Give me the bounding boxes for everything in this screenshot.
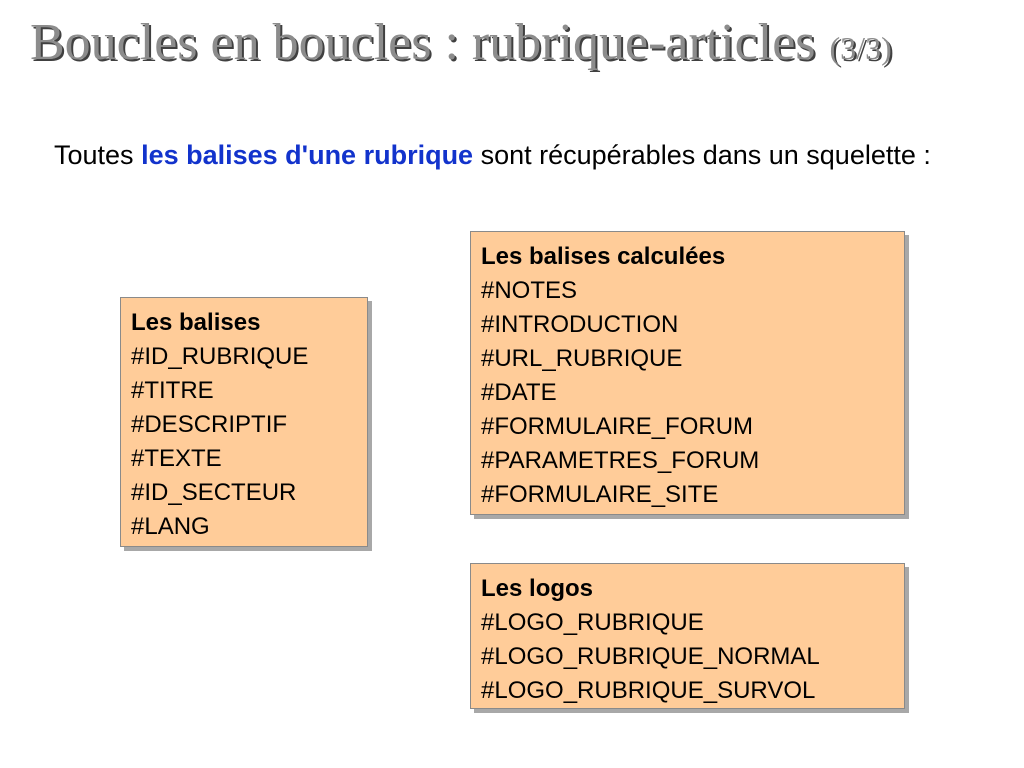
- intro-text-before: Toutes: [54, 140, 142, 170]
- slide-part-indicator: (3/3): [829, 30, 892, 66]
- list-item: #ID_SECTEUR: [131, 479, 297, 506]
- slide-title: [30, 14, 892, 71]
- box-heading: Les logos: [481, 575, 594, 602]
- box-heading: Les balises calculées: [481, 243, 726, 270]
- intro-text-after: sont récupérables dans un squelette :: [473, 140, 931, 170]
- list-item: #TITRE: [131, 377, 214, 404]
- list-item: #NOTES: [481, 277, 578, 304]
- logos-box: [470, 563, 905, 709]
- list-item: #LANG: [131, 513, 210, 540]
- list-item: #LOGO_RUBRIQUE_SURVOL: [481, 677, 816, 704]
- balises-box: [120, 297, 368, 547]
- intro-highlight: les balises d'une rubrique: [141, 140, 474, 170]
- list-item: #TEXTE: [131, 445, 222, 472]
- slide-title-text: Boucles en boucles : rubrique-articles: [30, 14, 816, 71]
- list-item: #LOGO_RUBRIQUE_NORMAL: [481, 643, 820, 670]
- list-item: #LOGO_RUBRIQUE: [481, 609, 704, 636]
- list-item: #FORMULAIRE_SITE: [481, 481, 719, 508]
- box-heading: Les balises: [131, 309, 261, 336]
- intro-paragraph: [54, 138, 964, 173]
- list-item: #ID_RUBRIQUE: [131, 343, 309, 370]
- list-item: #INTRODUCTION: [481, 311, 679, 338]
- list-item: #URL_RUBRIQUE: [481, 345, 683, 372]
- balises-calculees-box: [470, 231, 905, 515]
- list-item: #PARAMETRES_FORUM: [481, 447, 760, 474]
- list-item: #DATE: [481, 379, 557, 406]
- list-item: #DESCRIPTIF: [131, 411, 288, 438]
- list-item: #FORMULAIRE_FORUM: [481, 413, 754, 440]
